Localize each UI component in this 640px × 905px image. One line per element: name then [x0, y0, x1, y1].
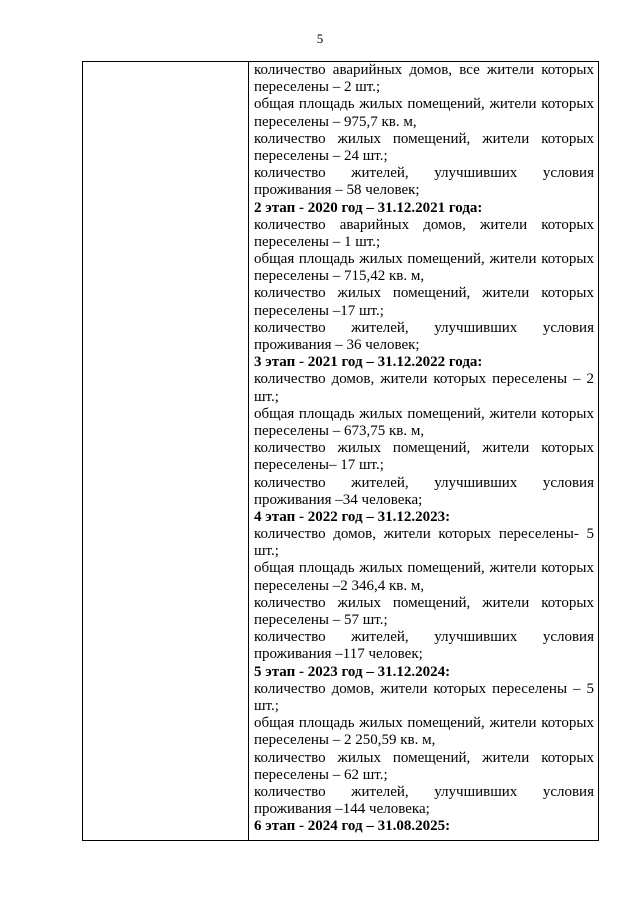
text-line: количество домов, жители которых переселены – 5 — [254, 680, 594, 697]
text-line: количество домов, жители которых переселены – 2 — [254, 371, 594, 388]
text-line: переселены – 2 250,59 кв. м, — [254, 732, 436, 749]
text-line: переселены– 17 шт.; — [254, 457, 384, 474]
text-line: количество жилых помещений, жители которых — [254, 749, 594, 766]
text-line: переселены – 2 шт.; — [254, 79, 381, 96]
text-line: количество домов, жители которых переселены- 5 — [254, 526, 594, 543]
text-line: проживания – 36 человек; — [254, 337, 420, 353]
text-line: количество жителей, улучшивших условия — [254, 783, 594, 800]
text-line: проживания –144 человека; — [254, 801, 430, 818]
text-line: проживания – 58 человек; — [254, 182, 420, 199]
text-line: переселены – 673,75 кв. м, — [254, 422, 425, 439]
text-line: переселены – 57 шт.; — [254, 612, 388, 628]
table-left-column — [83, 62, 249, 840]
text-line: шт.; — [254, 543, 279, 560]
text-line: количество жителей, улучшивших условия — [254, 319, 594, 336]
text-line: количество жилых помещений, жители которых — [254, 130, 594, 147]
text-line: количество жителей, улучшивших условия — [254, 474, 594, 491]
text-line: количество жителей, улучшивших условия — [254, 165, 594, 182]
stage-heading: 3 этап - 2021 год – 31.12.2022 года: — [254, 354, 483, 371]
text-line: общая площадь жилых помещений, жители которых — [254, 405, 594, 422]
text-line: шт.; — [254, 697, 279, 714]
table-text-column — [249, 62, 598, 840]
text-line: шт.; — [254, 388, 279, 405]
stage-heading: 6 этап - 2024 год – 31.08.2025: — [254, 818, 451, 835]
text-line: переселены – 1 шт.; — [254, 233, 381, 250]
text-line: переселены – 715,42 кв. м, — [254, 268, 425, 285]
text-line: количество аварийных домов, все жители которых — [254, 62, 594, 78]
text-line: количество жителей, улучшивших условия — [254, 629, 594, 646]
text-line: общая площадь жилых помещений, жители которых — [254, 715, 594, 732]
text-line: общая площадь жилых помещений, жители которых — [254, 96, 594, 113]
document-table — [82, 61, 599, 841]
page-number: 5 — [316, 31, 324, 46]
stage-heading: 5 этап - 2023 год – 31.12.2024: — [254, 663, 451, 680]
text-line: общая площадь жилых помещений, жители которых — [254, 251, 594, 268]
text-line: переселены –17 шт.; — [254, 302, 384, 319]
text-line: общая площадь жилых помещений, жители которых — [254, 560, 594, 577]
text-line: количество жилых помещений, жители которых — [254, 594, 594, 611]
text-line: количество жилых помещений, жители которых — [254, 285, 594, 302]
text-line: переселены – 62 шт.; — [254, 766, 388, 783]
text-line: количество жилых помещений, жители которых — [254, 440, 594, 457]
text-line: проживания –34 человека; — [254, 491, 423, 508]
text-line: переселены – 975,7 кв. м, — [254, 113, 417, 130]
text-line: переселены – 24 шт.; — [254, 147, 388, 164]
stage-heading: 4 этап - 2022 год – 31.12.2023: — [254, 508, 451, 525]
stage-heading: 2 этап - 2020 год – 31.12.2021 года: — [254, 199, 483, 216]
text-line: проживания –117 человек; — [254, 646, 423, 663]
text-line: количество аварийных домов, жители которых — [254, 216, 594, 233]
text-line: переселены –2 346,4 кв. м, — [254, 577, 425, 594]
